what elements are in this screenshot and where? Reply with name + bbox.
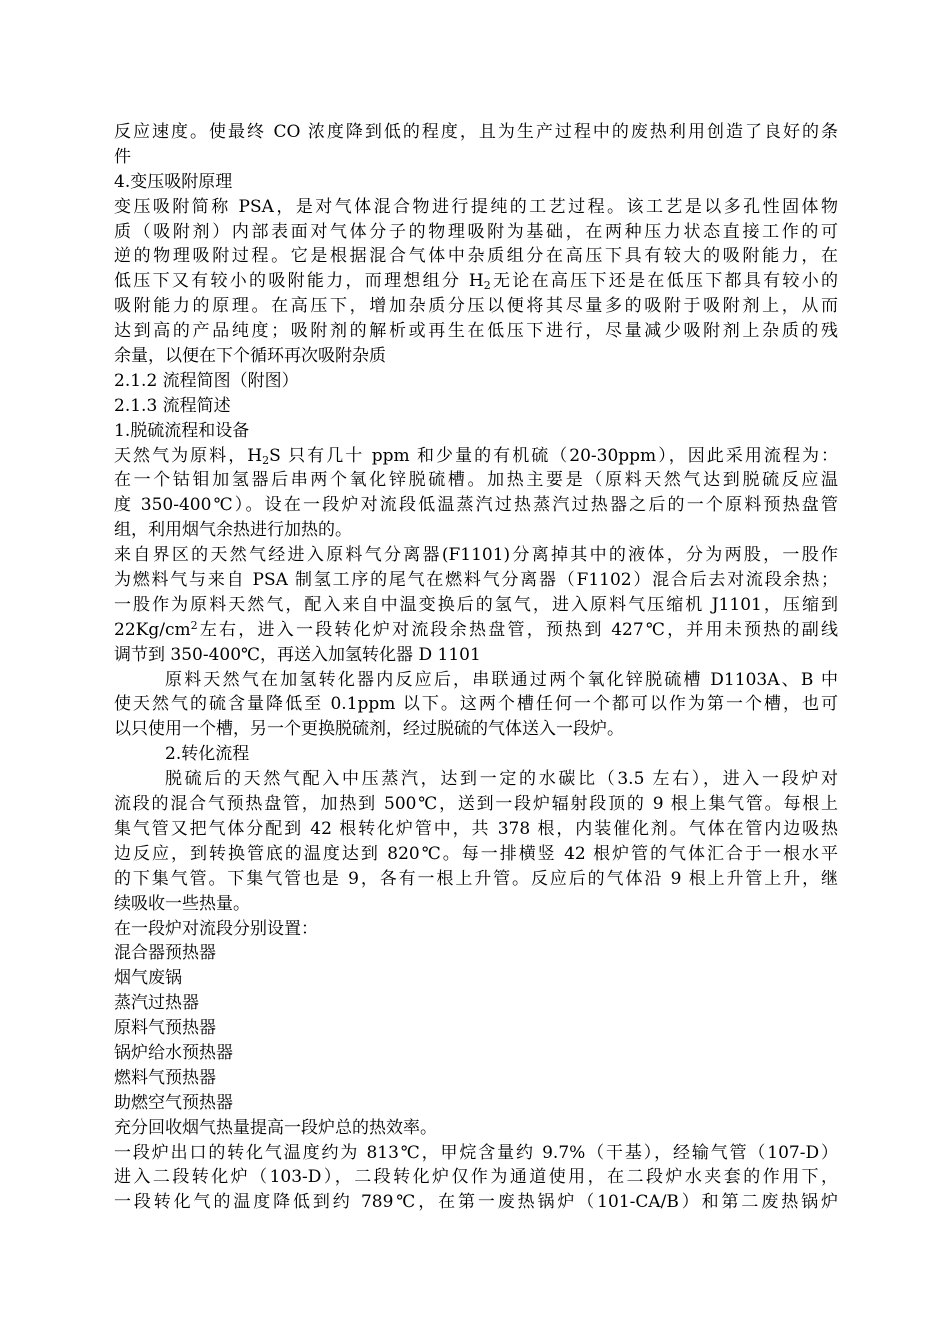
text-line: 变压吸附简称 PSA，是对气体混合物进行提纯的工艺过程。该工艺是以多孔性固体物 <box>114 196 838 217</box>
text-line: 件 <box>114 146 131 167</box>
text-span: 22Kg/cm <box>114 619 191 640</box>
section-heading: 1.脱硫流程和设备 <box>114 420 250 441</box>
list-item: 助燃空气预热器 <box>114 1092 233 1113</box>
text-line: 度 350-400℃）。设在一段炉对流段低温蒸汽过热蒸汽过热器之后的一个原料预热盘管 <box>114 495 838 516</box>
text-line: 在一个钴钼加氢器后串两个氧化锌脱硫槽。加热主要是（原料天然气达到脱硫反应温 <box>114 470 838 491</box>
section-heading: 2.1.3 流程简述 <box>114 395 231 416</box>
document-page <box>114 120 838 1215</box>
text-line: 吸附能力的原理。在高压下，增加杂质分压以便将其尽量多的吸附于吸附剂上，从而 <box>114 296 838 317</box>
text-line: 续吸收一些热量。 <box>114 893 250 914</box>
text-line: 调节到 350-400℃，再送入加氢转化器 D 1101 <box>114 644 481 665</box>
subscript: 2 <box>262 453 270 467</box>
list-item: 蒸汽过热器 <box>114 993 199 1014</box>
text-line: 在一段炉对流段分别设置： <box>114 918 318 939</box>
text-span: 左右，进入一段转化炉对流段余热盘管，预热到 427℃，并用未预热的副线 <box>197 619 838 640</box>
list-item: 燃料气预热器 <box>114 1067 216 1088</box>
section-heading: 2.1.2 流程简图（附图） <box>114 370 299 391</box>
text-line: 为燃料气与来自 PSA 制氢工序的尾气在燃料气分离器（F1102）混合后去对流段余热； <box>114 570 838 591</box>
text-line: 组，利用烟气余热进行加热的。 <box>114 520 352 541</box>
text-line: 流段的混合气预热盘管，加热到 500℃，送到一段炉辐射段顶的 9 根上集气管。每根上 <box>114 794 838 815</box>
text-line <box>114 444 838 469</box>
text-line: 使天然气的硫含量降低至 0.1ppm 以下。这两个槽任何一个都可以作为第一个槽，也可 <box>114 694 838 715</box>
list-item: 原料气预热器 <box>114 1018 216 1039</box>
text-line: 边反应，到转换管底的温度达到 820℃。每一排横竖 42 根炉管的气体汇合于一根水平 <box>114 843 838 864</box>
subscript: 2 <box>483 279 491 293</box>
list-item: 锅炉给水预热器 <box>114 1042 233 1063</box>
text-span: 天然气为原料，H <box>114 445 263 466</box>
text-line: 充分回收烟气热量提高一段炉总的热效率。 <box>114 1117 437 1138</box>
text-span: 低压下又有较小的吸附能力，而理想组分 H <box>114 271 484 292</box>
text-span: S 只有几十 ppm 和少量的有机硫（20-30ppm），因此采用流程为： <box>269 445 838 466</box>
text-line: 达到高的产品纯度；吸附剂的解析或再生在低压下进行，尽量减少吸附剂上杂质的残 <box>114 321 838 342</box>
text-line <box>114 618 838 643</box>
text-line: 原料天然气在加氢转化器内反应后，串联通过两个氧化锌脱硫槽 D1103A、B 中 <box>165 669 838 690</box>
superscript: 2 <box>190 618 198 632</box>
section-heading: 4.变压吸附原理 <box>114 171 233 192</box>
text-line: 反应速度。使最终 CO 浓度降到低的程度，且为生产过程中的废热利用创造了良好的条 <box>114 122 838 142</box>
list-item: 混合器预热器 <box>114 943 216 964</box>
text-line: 进入二段转化炉（103-D），二段转化炉仅作为通道使用，在二段炉水夹套的作用下， <box>114 1167 838 1188</box>
section-heading: 2.转化流程 <box>165 744 250 765</box>
text-line: 的下集气管。下集气管也是 9，各有一根上升管。反应后的气体沿 9 根上升管上升，继 <box>114 868 838 889</box>
text-line: 一段转化气的温度降低到约 789℃，在第一废热锅炉（101-CA/B）和第二废热锅炉 <box>114 1192 838 1213</box>
text-line: 一股作为原料天然气，配入来自中温变换后的氢气，进入原料气压缩机 J1101，压缩到 <box>114 594 838 615</box>
text-line: 来自界区的天然气经进入原料气分离器(F1101)分离掉其中的液体，分为两股，一股作 <box>114 545 838 566</box>
text-line: 脱硫后的天然气配入中压蒸汽，达到一定的水碳比（3.5 左右），进入一段炉对 <box>165 769 838 790</box>
text-line: 逆的物理吸附过程。它是根据混合气体中杂质组分在高压下具有较大的吸附能力，在 <box>114 246 838 267</box>
text-line: 以只使用一个槽，另一个更换脱硫剂，经过脱硫的气体送入一段炉。 <box>114 719 624 740</box>
text-line: 一段炉出口的转化气温度约为 813℃，甲烷含量约 9.7%（干基），经输气管（107-D） <box>114 1142 838 1163</box>
text-span: 无论在高压下还是在低压下都具有较小的 <box>490 271 838 292</box>
list-item: 烟气废锅 <box>114 968 182 989</box>
text-line: 余量，以便在下个循环再次吸附杂质 <box>114 346 386 367</box>
text-line: 质（吸附剂）内部表面对气体分子的物理吸附为基础，在两种压力状态直接工作的可 <box>114 221 838 242</box>
text-line <box>114 269 838 294</box>
text-line: 集气管又把气体分配到 42 根转化炉管中，共 378 根，内装催化剂。气体在管内边吸热 <box>114 818 838 839</box>
